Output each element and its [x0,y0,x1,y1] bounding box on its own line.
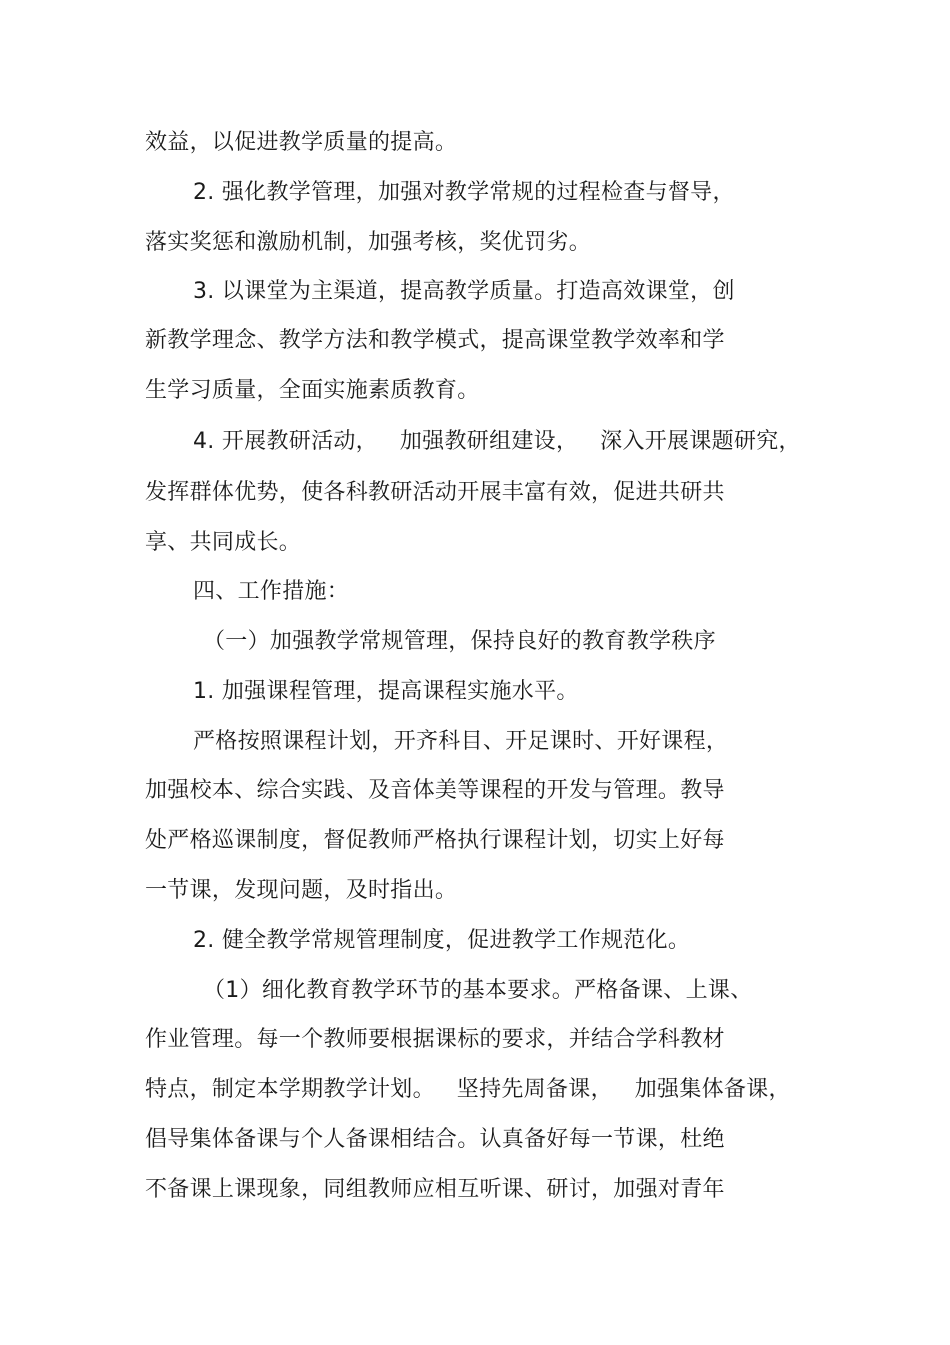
paragraph-line: 落实奖惩和激励机制，加强考核，奖优罚劣。 [145,230,592,255]
paragraph-line: 发挥群体优势，使各科教研活动开展丰富有效，促进共研共 [145,480,725,505]
section-heading: 四、工作措施： [193,579,350,604]
paragraph-line: 享、共同成长。 [145,530,302,555]
paragraph-line: （1）细化教育教学环节的基本要求。严格备课、上课、 [203,978,753,1003]
paragraph-line: 加强校本、综合实践、及音体美等课程的开发与管理。教导 [145,778,725,803]
paragraph-line: 2. 强化教学管理，加强对教学常规的过程检查与督导， [193,180,735,205]
paragraph-line: 2. 健全教学常规管理制度，促进教学工作规范化。 [193,928,691,953]
paragraph-line: 处严格巡课制度，督促教师严格执行课程计划，切实上好每 [145,828,725,853]
subsection-heading: （一）加强教学常规管理，保持良好的教育教学秩序 [203,629,716,654]
paragraph-line: 生学习质量，全面实施素质教育。 [145,378,480,403]
paragraph-line: 作业管理。每一个教师要根据课标的要求，并结合学科教材 [145,1027,725,1052]
paragraph-line: 3. 以课堂为主渠道，提高教学质量。打造高效课堂，创 [193,279,735,304]
paragraph-line: 新教学理念、教学方法和教学模式，提高课堂教学效率和学 [145,328,725,353]
paragraph-line: 不备课上课现象，同组教师应相互听课、研讨，加强对青年 [145,1177,725,1202]
paragraph-line: 4. 开展教研活动， 加强教研组建设， 深入开展课题研究， [193,429,801,454]
paragraph-line: 一节课，发现问题，及时指出。 [145,878,458,903]
paragraph-line: 倡导集体备课与个人备课相结合。认真备好每一节课，杜绝 [145,1127,725,1152]
paragraph-line: 严格按照课程计划，开齐科目、开足课时、开好课程， [193,729,729,754]
paragraph-line: 特点，制定本学期教学计划。 坚持先周备课， 加强集体备课， [145,1077,791,1102]
paragraph-line: 1. 加强课程管理，提高课程实施水平。 [193,679,579,704]
paragraph-line: 效益，以促进教学质量的提高。 [145,130,458,155]
